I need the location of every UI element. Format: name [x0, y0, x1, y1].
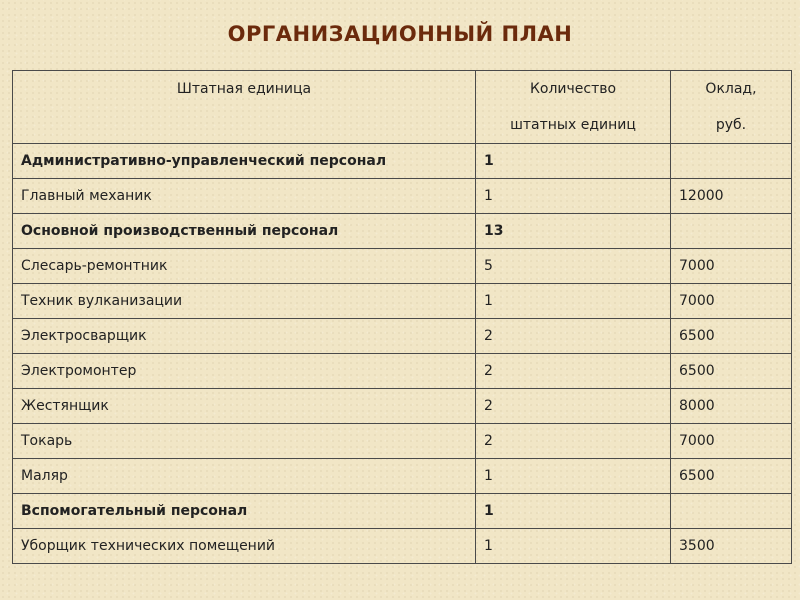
- staff-table: [12, 70, 792, 564]
- cell-name: Слесарь-ремонтник: [13, 249, 476, 284]
- cell-salary: 6500: [671, 319, 792, 354]
- cell-count: 1: [476, 529, 671, 564]
- cell-count: 13: [476, 214, 671, 249]
- header-salary-line2: руб.: [715, 117, 747, 133]
- header-unit-label: Штатная единица: [176, 81, 312, 97]
- cell-count: 1: [476, 459, 671, 494]
- cell-count: 1: [476, 284, 671, 319]
- header-unit: [13, 71, 476, 144]
- cell-name: Техник вулканизации: [13, 284, 476, 319]
- cell-salary: 7000: [671, 249, 792, 284]
- cell-name: Основной производственный персонал: [13, 214, 476, 249]
- cell-salary: [671, 494, 792, 529]
- table-row: [13, 389, 792, 424]
- cell-name: Токарь: [13, 424, 476, 459]
- page-title: ОРГАНИЗАЦИОННЫЙ ПЛАН: [227, 22, 573, 46]
- cell-salary: 6500: [671, 354, 792, 389]
- table-header-row: [13, 71, 792, 144]
- table-row: [13, 319, 792, 354]
- table-row: [13, 179, 792, 214]
- cell-name: Маляр: [13, 459, 476, 494]
- table-row: [13, 529, 792, 564]
- header-count: [476, 71, 671, 144]
- cell-count: 2: [476, 354, 671, 389]
- cell-count: 1: [476, 179, 671, 214]
- cell-salary: 6500: [671, 459, 792, 494]
- cell-name: Жестянщик: [13, 389, 476, 424]
- table-row: [13, 424, 792, 459]
- cell-name: Административно-управленческий персонал: [13, 144, 476, 179]
- cell-count: 2: [476, 389, 671, 424]
- header-salary-line1: Оклад,: [705, 81, 757, 97]
- header-salary: [671, 71, 792, 144]
- cell-name: Уборщик технических помещений: [13, 529, 476, 564]
- table-section-row: [13, 494, 792, 529]
- cell-name: Электросварщик: [13, 319, 476, 354]
- cell-name: Электромонтер: [13, 354, 476, 389]
- cell-salary: 12000: [671, 179, 792, 214]
- cell-count: 5: [476, 249, 671, 284]
- header-count-line2: штатных единиц: [510, 117, 636, 133]
- table-section-row: [13, 144, 792, 179]
- cell-salary: 7000: [671, 284, 792, 319]
- header-count-line1: Количество: [529, 81, 617, 97]
- table-row: [13, 249, 792, 284]
- table-body: [13, 144, 792, 564]
- cell-salary: [671, 214, 792, 249]
- table-row: [13, 459, 792, 494]
- cell-count: 2: [476, 319, 671, 354]
- cell-salary: 7000: [671, 424, 792, 459]
- table-section-row: [13, 214, 792, 249]
- cell-name: Главный механик: [13, 179, 476, 214]
- table-row: [13, 284, 792, 319]
- cell-count: 1: [476, 144, 671, 179]
- cell-count: 2: [476, 424, 671, 459]
- cell-salary: 8000: [671, 389, 792, 424]
- cell-salary: [671, 144, 792, 179]
- cell-salary: 3500: [671, 529, 792, 564]
- cell-count: 1: [476, 494, 671, 529]
- cell-name: Вспомогательный персонал: [13, 494, 476, 529]
- table-row: [13, 354, 792, 389]
